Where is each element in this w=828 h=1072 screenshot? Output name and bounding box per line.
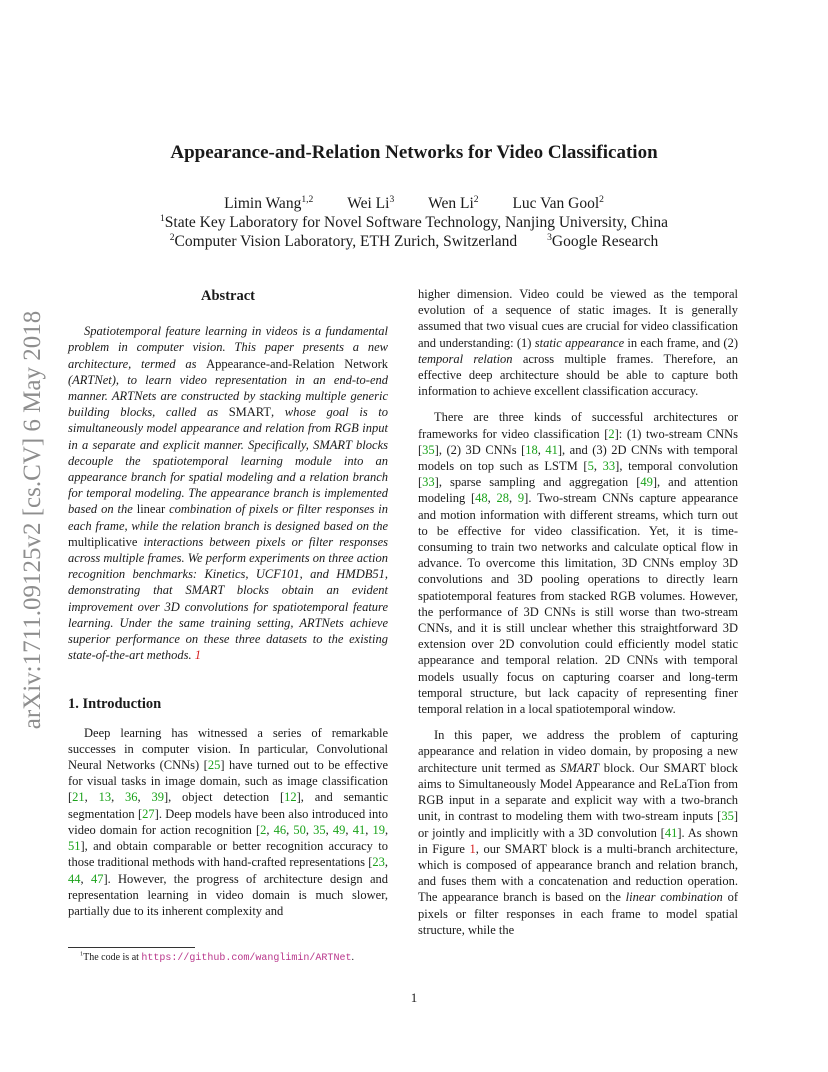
citation-link[interactable]: 33 [422, 475, 435, 490]
author-name: Wei Li [347, 195, 390, 212]
citation-link[interactable]: 5 [587, 459, 594, 474]
emphasis: SMART [560, 760, 600, 775]
citation-link[interactable]: 18 [525, 442, 538, 457]
author-list [0, 195, 828, 213]
abstract [68, 323, 388, 663]
citation-link[interactable]: 25 [207, 758, 221, 773]
emphasis: temporal relation [418, 351, 513, 366]
citation-link[interactable]: 12 [284, 790, 297, 805]
citation-link[interactable]: 49 [332, 822, 346, 837]
citation-link[interactable]: 44 [68, 871, 81, 886]
citation-link[interactable]: 28 [496, 491, 510, 506]
affiliation-line [0, 214, 828, 232]
citation-link[interactable]: 41 [545, 442, 558, 457]
citation-link[interactable]: 49 [640, 475, 653, 490]
page-number: 1 [410, 990, 418, 1005]
citation-link[interactable]: 27 [142, 806, 155, 821]
author [512, 195, 603, 213]
paper-title: Appearance-and-Relation Networks for Video Classification [170, 142, 658, 163]
citation-link[interactable]: 46 [273, 822, 287, 837]
footnote-link[interactable]: 1 [194, 648, 201, 663]
footnote [80, 952, 354, 964]
affiliation: Google Research [551, 233, 659, 250]
emphasis: linear combination [625, 890, 723, 905]
citation-link[interactable]: 9 [517, 491, 525, 506]
body-paragraph: In this paper, we address the problem of capturing appearance and relation in video domain, by proposing a new architecture unit termed as SMART block. Our SMART block aims to Simultaneously Model Appearance and ReLaTion from RGB input in a separate and explicit way with a two-branch unit, in contrast to modeling them with two-stream inputs [35] or jointly and implicitly with a 3D convolution [41]. As shown in Figure 1, our SMART block is a multi-branch architecture, which is composed of appearance branch and relation branch, and fuses them with a concatenation and reduction operation. The appearance branch is based on the linear combination of pixels or filter responses in each frame to model spatial structure, while the [418, 728, 739, 937]
citation-link[interactable]: 41 [664, 825, 678, 840]
arxiv-stamp [10, 285, 52, 755]
term: SMART [228, 405, 272, 420]
author-name: Limin Wang [224, 195, 302, 212]
citation-link[interactable]: 36 [125, 790, 138, 805]
citation-link[interactable]: 51 [68, 839, 81, 854]
affil-mark: 3 [547, 231, 552, 243]
footnote-end: . [351, 952, 354, 963]
citation-link[interactable]: 13 [98, 790, 112, 805]
citation-link[interactable]: 33 [602, 459, 616, 474]
body-paragraph: Deep learning has witnessed a series of remarkable successes in computer vision. In particular, Convolutional Neural Networks (CNNs) [25] have turned out to be effective for visual tasks in image domain, such as image classification [21, 13, 36, 39], object detection [12], and semantic segmentation [27]. Deep models have been also introduced into video domain for action recognition [2, 46, 50, 35, 49, 41, 19, 51], and obtain comparable or better recognition accuracy to those traditional methods with hand-crafted representations [23, 44, 47]. However, the progress of architecture design and representation learning in video domain is much slower, partially due to its inherent complexity and [68, 725, 389, 918]
author-name: Luc Van Gool [512, 195, 600, 212]
term: multiplicative [68, 534, 138, 549]
author [224, 195, 313, 213]
footnote-link[interactable]: 1 [469, 841, 476, 856]
body-paragraph: There are three kinds of successful architectures or frameworks for video classification [2]: (1) two-stream CNNs [35], (2) 3D CNNs [18, 41], and (3) 2D CNNs with temporal models on top such as LSTM [5, 33], temporal convolution [33], sparse sampling and aggregation [49], and attention modeling [48, 28, 9]. Two-stream CNNs capture appearance and motion information with different streams, which turn out to be effective for video classification. Yet, it is time-consuming to train two networks and calculate optical flow in advance. To overcome this limitation, 3D CNNs employ 3D convolutions and 3D pooling operations to directly learn spatiotemporal features from stacked RGB volumes. However, the performance of 3D CNNs is still worse than two-stream CNNs, and it is still unclear whether this straightforward 3D extension over 2D convolution could efficiently model static appearance and temporal relation. 2D CNNs with temporal models usually focus on capturing coarser and long-term temporal structure, but lack capacity of representing finer temporal relation in a local spatiotemporal window. [418, 410, 739, 717]
abstract-heading: Abstract [201, 288, 255, 304]
affiliation: State Key Laboratory for Novel Software Technology, Nanjing University, China [164, 214, 669, 231]
author-affil-mark: 2 [473, 193, 479, 205]
term: linear [136, 502, 166, 517]
author [428, 195, 478, 213]
footnote-rule [68, 947, 195, 948]
emphasis: static appearance [534, 335, 625, 350]
left-column [68, 286, 388, 919]
abstract-text: Spatiotemporal feature learning in videos is a fundamental problem in computer vision. This paper presents a new architecture, termed as Appearance-and-Relation Network (ARTNet), to learn video representation in an end-to-end manner. ARTNets are constructed by stacking multiple generic building blocks, called as SMART, whose goal is to simultaneously model appearance and relation from RGB input in a separate and explicit manner. Specifically, SMART blocks decouple the spatiotemporal learning module into an appearance branch for spatial modeling and a relation branch for temporal modeling. The appearance branch is implemented based on the linear combination of pixels or filter responses in each frame, while the relation branch is designed based on the multiplicative interactions between pixels or filter responses across multiple frames. We perform experiments on three action recognition benchmarks: Kinetics, UCF101, and HMDB51, demonstrating that SMART blocks obtain an evident improvement over 3D convolutions for spatiotemporal feature learning. Under the same training setting, ARTNets achieve superior performance on these three datasets to the existing state-of-the-art methods. 1 [68, 324, 389, 663]
citation-link[interactable]: 2 [260, 822, 267, 837]
citation-link[interactable]: 35 [422, 442, 435, 457]
arxiv-stamp-text: arXiv:1711.09125v2 [cs.CV] 6 May 2018 [19, 310, 46, 730]
footnote-mark: 1 [80, 950, 84, 958]
affil-mark: 1 [159, 212, 165, 224]
code-url-link[interactable]: https://github.com/wanglimin/ARTNet [141, 953, 352, 964]
citation-link[interactable]: 39 [151, 790, 164, 805]
citation-link[interactable]: 41 [352, 822, 366, 837]
affiliation-line [0, 233, 828, 251]
body-paragraph: higher dimension. Video could be viewed as the temporal evolution of a sequence of static images. It is generally assumed that two visual cues are crucial for video classification and understanding: (1) static appearance in each frame, and (2) temporal relation across multiple frames. Therefore, an effective deep architecture should be able to capture both information to achieve excellent classification accuracy. [418, 287, 739, 399]
citation-link[interactable]: 48 [475, 491, 488, 506]
citation-link[interactable]: 47 [90, 871, 104, 886]
citation-link[interactable]: 2 [608, 426, 615, 441]
author-affil-mark: 1,2 [301, 193, 314, 205]
citation-link[interactable]: 35 [721, 809, 734, 824]
author-affil-mark: 3 [389, 193, 395, 205]
affiliation: Computer Vision Laboratory, ETH Zurich, Switzerland [174, 233, 518, 250]
citation-link[interactable]: 50 [293, 822, 306, 837]
author-name: Wen Li [428, 195, 474, 212]
citation-link[interactable]: 21 [72, 790, 85, 805]
section-heading-introduction: 1. Introduction [68, 696, 162, 713]
right-column [418, 286, 738, 938]
author [347, 195, 394, 213]
citation-link[interactable]: 23 [372, 855, 385, 870]
author-affil-mark: 2 [599, 193, 604, 205]
citation-link[interactable]: 35 [313, 822, 326, 837]
affil-mark: 2 [169, 231, 175, 243]
citation-link[interactable]: 19 [372, 822, 385, 837]
footnote-text: The code is at [83, 952, 142, 963]
term: Appearance-and-Relation Network [206, 356, 388, 371]
